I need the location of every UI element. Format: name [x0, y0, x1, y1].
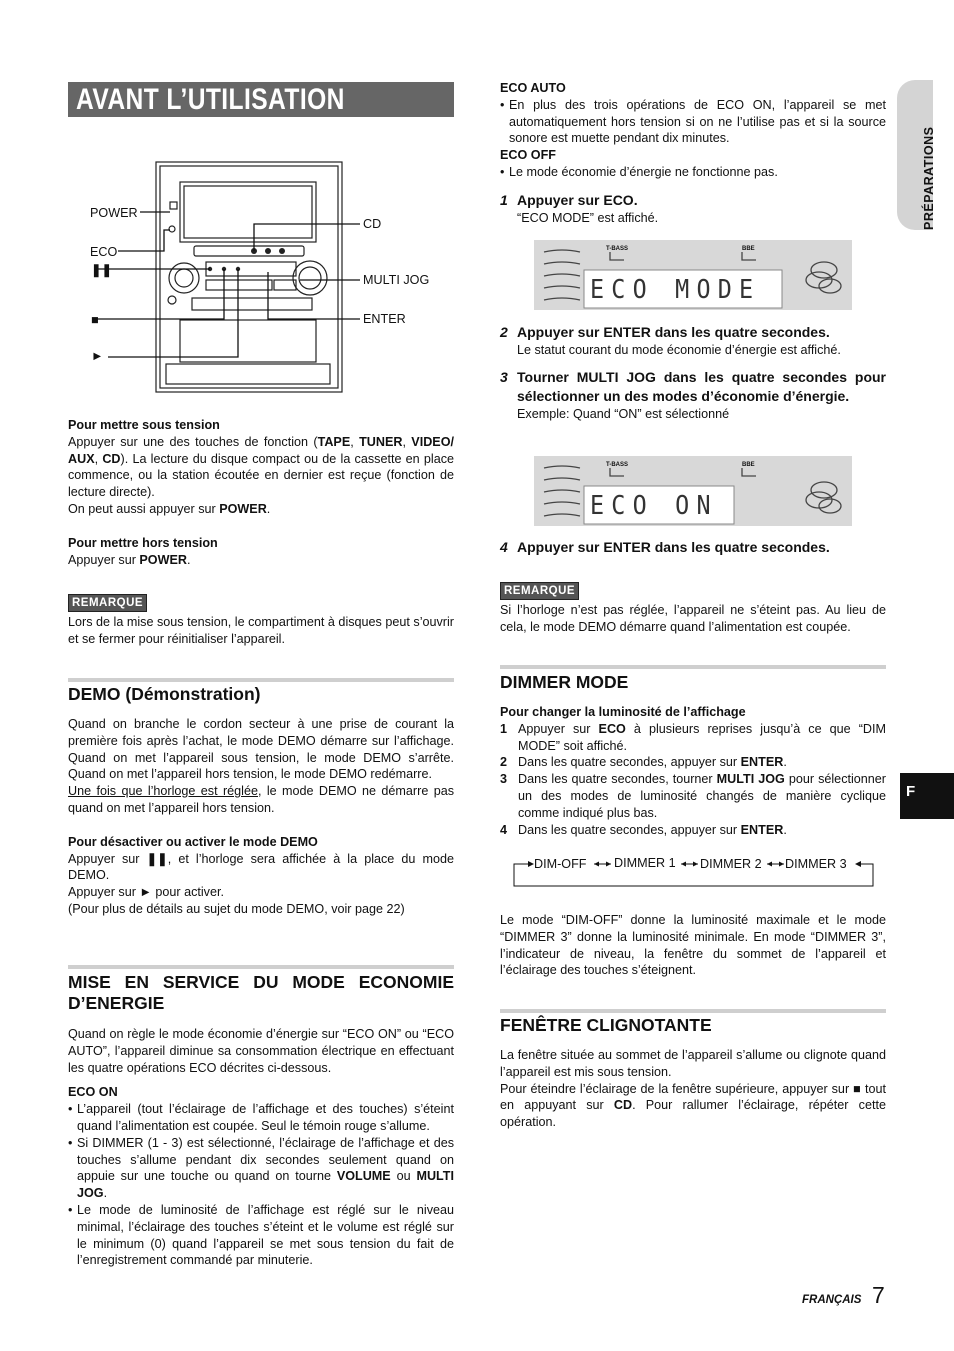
list-item: • Le mode économie d’énergie ne fonctionne pas.	[500, 164, 886, 181]
pause-icon: ❚❚	[91, 263, 113, 277]
list-item: 4 Dans les quatre secondes, appuyer sur ENTER.	[500, 822, 787, 837]
power-off-heading: Pour mettre hors tension	[68, 535, 218, 550]
play-icon: ►	[91, 349, 104, 363]
dimmer-para: Le mode “DIM-OFF” donne la luminosité maximale et le mode “DIMMER 3” donne la luminosité minimale. En mode “DIMMER 3”, l’indicateur de niveau, la fenêtre du sommet de l’appareil et l’éclairage des touches s’éteignent.	[500, 913, 886, 978]
label-enter: ENTER	[363, 312, 406, 326]
side-language-tab: F	[900, 773, 954, 819]
section-rule	[500, 1009, 886, 1013]
power-button-shape	[170, 202, 177, 209]
remarque-badge-2: REMARQUE	[500, 582, 579, 600]
dimmer-steps	[500, 721, 886, 839]
power-on-alt: On peut aussi appuyer sur POWER.	[68, 501, 271, 516]
section-rule	[68, 678, 454, 682]
eco-step-1: 1 Appuyer sur ECO. “ECO MODE” est affiché.	[500, 192, 659, 225]
lcd-bbe: BBE	[742, 246, 755, 252]
play-icon: ►	[139, 885, 152, 900]
power-on-text: Appuyer sur une des touches de fonction (TAPE, TUNER, VIDEO/ AUX, CD). La lecture du disque compact ou de la cassette en place commence, ou la station écoutée en dernier est reçue (fonction de lecture directe).	[68, 434, 455, 500]
label-eco: ECO	[90, 245, 118, 259]
page-title: AVANT L’UTILISATION	[76, 83, 345, 116]
cycle-step: DIMMER 2	[700, 857, 762, 871]
power-on-heading: Pour mettre sous tension	[68, 418, 220, 432]
demo-para-2: Une fois que l’horloge est réglée, le mode DEMO ne démarre pas quand on met l’appareil hors tension.	[68, 784, 454, 815]
eco-intro: Quand on règle le mode économie d’énergie sur “ECO ON” ou “ECO AUTO”, l’appareil diminue sa consommation électrique en effectuant les quatre opérations ECO décrites ci-dessous.	[68, 1027, 454, 1075]
list-item: 2 Dans les quatre secondes, appuyer sur ENTER.	[500, 755, 787, 770]
power-off-text: Appuyer sur POWER.	[68, 552, 191, 567]
fenetre-para-1: La fenêtre située au sommet de l’appareil s’allume ou clignote quand l’appareil est mis sous tension.	[500, 1048, 886, 1079]
footer-language: FRANÇAIS	[802, 1294, 862, 1306]
fenetre-para-2: Pour éteindre l’éclairage de la fenêtre supérieure, appuyer sur ■ tout en appuyant sur CD. Pour rallumer l’éclairage, répéter cette opération.	[500, 1081, 886, 1130]
label-power: POWER	[90, 206, 138, 220]
demo-line-1: Appuyer sur ❚❚, et l’horloge sera affichée à la place du mode DEMO.	[68, 851, 455, 883]
page-title-bar	[68, 82, 454, 117]
power-section	[68, 417, 454, 568]
demo-body	[68, 716, 454, 918]
stop-icon: ■	[91, 313, 99, 327]
lcd-tbass: T-BASS	[606, 462, 629, 468]
lcd-text: ECO ON	[590, 491, 718, 521]
list-item: • En plus des trois opérations de ECO ON, l’appareil se met automatiquement hors tension si on ne l’utilise pas et si la source sonore est muette pendant dix minutes.	[500, 97, 886, 147]
eco-off-heading: ECO OFF	[500, 148, 556, 163]
list-item: 3 Dans les quatre secondes, tourner MULTI JOG pour sélectionner un des modes de luminosité changés de manière cyclique comme indiqué plus bas.	[500, 772, 886, 820]
demo-line-3: (Pour plus de détails au sujet du mode DEMO, voir page 22)	[68, 901, 405, 916]
lcd-eco-on	[534, 456, 852, 526]
pause-icon: ❚❚	[146, 851, 168, 866]
dimmer-cycle-diagram	[512, 852, 876, 890]
dimmer-title: DIMMER MODE	[500, 672, 629, 692]
list-item: 1 Appuyer sur ECO à plusieurs reprises jusqu’à ce que “DIM MODE” soit affiché.	[500, 721, 886, 753]
remarque-text-2: Si l’horloge n’est pas réglée, l’appareil ne s’éteint pas. Au lieu de cela, le mode DEMO démarre quand l’alimentation est coupée.	[500, 603, 886, 634]
side-vertical-label: PRÉPARATIONS	[922, 126, 936, 230]
fenetre-title: FENÊTRE CLIGNOTANTE	[500, 1015, 712, 1035]
dimmer-sub-heading: Pour changer la luminosité de l’affichage	[500, 705, 746, 719]
cycle-step: DIMMER 1	[614, 856, 676, 870]
remarque-text-1: Lors de la mise sous tension, le compartiment à disques peut s’ouvrir et se fermer pour réinitialiser l’appareil.	[68, 615, 454, 646]
eco-step-3: 3 Tourner MULTI JOG dans les quatre secondes pour sélectionner un des modes d’économie d’énergie. Exemple: Quand “ON” est sélectionné	[500, 369, 886, 421]
eco-on-list	[68, 1101, 454, 1269]
stop-icon: ■	[853, 1081, 862, 1096]
lcd-eco-mode	[534, 240, 852, 310]
eco-title: MISE EN SERVICE DU MODE ECONOMIE D’ENERGIE	[68, 972, 454, 1013]
demo-title: DEMO (Démonstration)	[68, 684, 261, 704]
lcd-bbe: BBE	[742, 462, 755, 468]
remarque-badge-1: REMARQUE	[68, 594, 147, 612]
cycle-step: DIM-OFF	[534, 857, 587, 871]
section-rule	[500, 665, 886, 669]
eco-step-2: 2 Appuyer sur ENTER dans les quatre secondes. Le statut courant du mode économie d’énergie est affiché.	[500, 324, 841, 357]
list-item: • L’appareil (tout l’éclairage de l’affichage et des touches) s’éteint quand l’alimentation est coupée. Seul le témoin rouge s’allume.	[68, 1101, 454, 1135]
eco-auto-heading: ECO AUTO	[500, 81, 566, 95]
list-item: • Le mode de luminosité de l’affichage est réglé sur le niveau minimal, l’éclairage des touches s’éteint et le volume est réglé sur le minimum (0) quand l’appareil se met sous tension du fait de l’enregistrement commandé par minuterie.	[68, 1202, 454, 1269]
eco-step-4: 4 Appuyer sur ENTER dans les quatre secondes.	[500, 539, 830, 555]
dimmer-body	[500, 704, 886, 838]
eco-on-heading: ECO ON	[68, 1085, 118, 1100]
fenetre-body	[500, 1047, 886, 1131]
label-multi-jog: MULTI JOG	[363, 273, 430, 287]
label-cd: CD	[363, 217, 382, 231]
list-item: • Si DIMMER (1 - 3) est sélectionné, l’éclairage de l’affichage et des touches s’allume pendant dix secondes seulement quand on appuie sur une touche ou quand on tourne VOLUME ou MULTI JOG.	[68, 1135, 454, 1202]
section-rule	[68, 965, 454, 969]
lcd-tbass: T-BASS	[606, 246, 629, 252]
device-top-window	[180, 182, 316, 242]
cycle-step: DIMMER 3	[785, 857, 847, 871]
demo-para-1: Quand on branche le cordon secteur à une prise de courant la première fois après l’achat, le mode DEMO démarre sur l’affichage. Quand on met l’appareil sous tension, le mode DEMO s’arrête. Quand on met l’appareil hors tension, le mode DEMO redémarre.	[68, 717, 454, 782]
demo-sub-heading: Pour désactiver ou activer le mode DEMO	[68, 834, 318, 849]
demo-line-2: Appuyer sur ► pour activer.	[68, 885, 224, 900]
eco-body	[68, 1026, 454, 1269]
page-number: 7	[872, 1282, 885, 1308]
eco-auto-off	[500, 80, 886, 181]
lcd-text: ECO MODE	[590, 275, 761, 305]
